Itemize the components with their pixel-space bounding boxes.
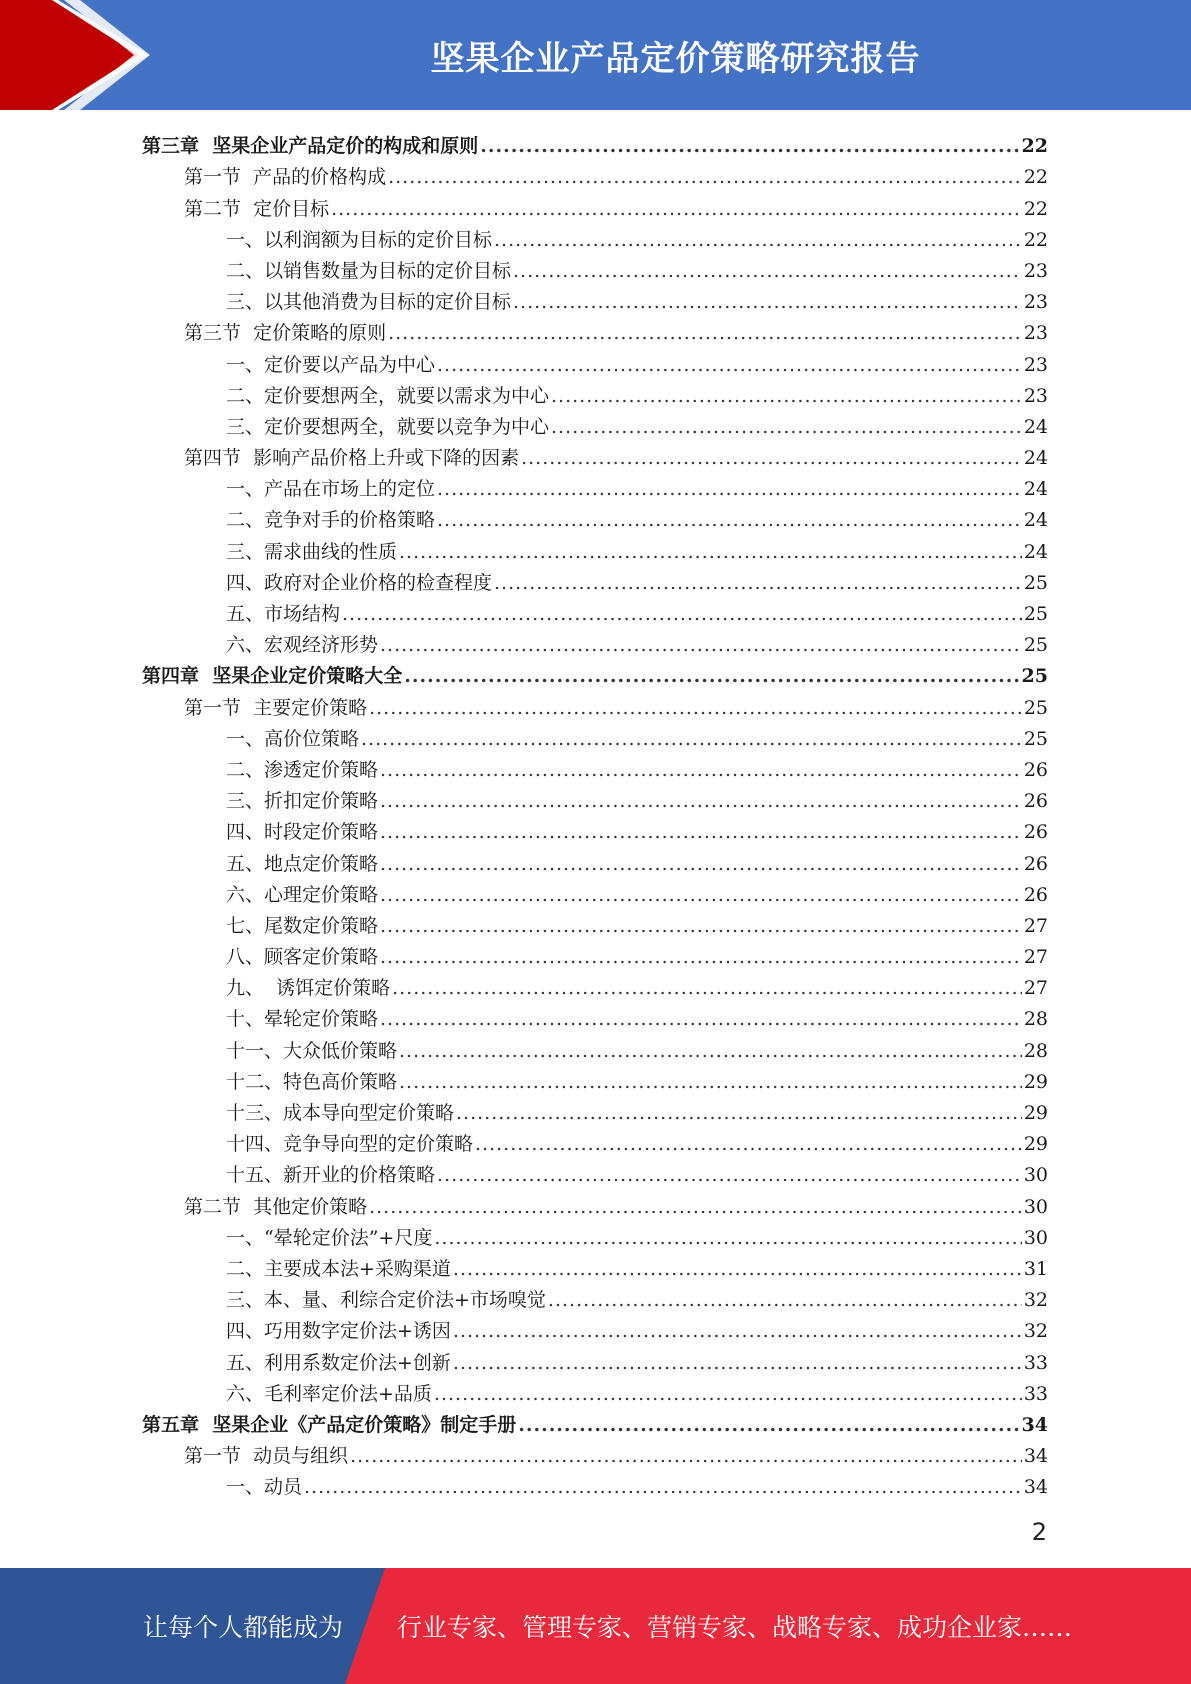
- toc-entry[interactable]: [142, 408, 1048, 439]
- toc-entry-page: 34: [1021, 1413, 1048, 1436]
- toc-entry-title: 一、动员: [226, 1476, 303, 1499]
- toc-entry[interactable]: [142, 1219, 1048, 1250]
- toc-dot-leader: [513, 259, 1022, 283]
- toc-entry-page: 24: [1023, 447, 1048, 470]
- toc-entry-title: 三、需求曲线的性质: [226, 540, 398, 563]
- toc-dot-leader: [399, 1039, 1022, 1063]
- toc-dot-leader: [380, 789, 1022, 813]
- toc-entry-title: 第三章 坚果企业产品定价的构成和原则: [142, 135, 479, 158]
- toc-entry-page: 25: [1021, 665, 1048, 688]
- toc-entry[interactable]: [142, 657, 1048, 688]
- toc-dot-leader: [548, 1288, 1022, 1312]
- toc-entry-title: 一、产品在市场上的定位: [226, 478, 436, 501]
- toc-entry-page: 33: [1023, 1382, 1048, 1405]
- toc-entry-title: 第二节 定价目标: [184, 197, 330, 220]
- toc-entry-page: 30: [1023, 1164, 1048, 1187]
- page-footer: [0, 1568, 1191, 1684]
- toc-entry-page: 33: [1023, 1351, 1048, 1374]
- toc-entry-title: 八、顾客定价策略: [226, 946, 379, 969]
- toc-entry-title: 三、以其他消费为目标的定价目标: [226, 291, 512, 314]
- toc-entry[interactable]: [142, 782, 1048, 813]
- toc-dot-leader: [494, 228, 1022, 252]
- toc-entry-page: 25: [1023, 696, 1048, 719]
- toc-entry-page: 34: [1023, 1445, 1048, 1468]
- toc-entry-page: 24: [1023, 540, 1048, 563]
- toc-entry-title: 九、 诱饵定价策略: [226, 977, 391, 1000]
- toc-entry-title: 第一节 产品的价格构成: [184, 166, 387, 189]
- toc-entry[interactable]: [142, 595, 1048, 626]
- toc-dot-leader: [551, 415, 1022, 439]
- toc-entry[interactable]: [142, 1406, 1048, 1437]
- toc-entry[interactable]: [142, 907, 1048, 938]
- toc-entry[interactable]: [142, 1250, 1048, 1281]
- toc-dot-leader: [304, 1475, 1022, 1499]
- toc-entry-title: 十四、竞争导向型的定价策略: [226, 1133, 474, 1156]
- toc-entry-page: 26: [1023, 758, 1048, 781]
- toc-entry-page: 22: [1021, 135, 1048, 158]
- toc-entry-page: 25: [1023, 571, 1048, 594]
- toc-entry-title: 十五、新开业的价格策略: [226, 1164, 436, 1187]
- toc-entry-page: 31: [1023, 1257, 1048, 1280]
- toc-dot-leader: [392, 976, 1022, 1000]
- toc-entry[interactable]: [142, 252, 1048, 283]
- toc-entry-page: 27: [1023, 977, 1048, 1000]
- toc-entry-page: 25: [1023, 727, 1048, 750]
- toc-dot-leader: [388, 165, 1022, 189]
- toc-entry[interactable]: [142, 127, 1048, 158]
- toc-dot-leader: [453, 1351, 1022, 1375]
- toc-entry-page: 27: [1023, 946, 1048, 969]
- toc-entry-title: 三、折扣定价策略: [226, 790, 379, 813]
- toc-entry[interactable]: [142, 564, 1048, 595]
- toc-entry-page: 25: [1023, 634, 1048, 657]
- toc-entry-page: 25: [1023, 603, 1048, 625]
- toc-entry-title: 第三节 定价策略的原则: [184, 322, 387, 345]
- toc-entry[interactable]: [142, 1468, 1048, 1499]
- toc-dot-leader: [388, 321, 1022, 345]
- toc-dot-leader: [369, 696, 1022, 720]
- toc-entry[interactable]: [142, 470, 1048, 501]
- toc-entry-page: 29: [1023, 1070, 1048, 1093]
- toc-dot-leader: [369, 1195, 1022, 1219]
- toc-entry-title: 二、渗透定价策略: [226, 758, 379, 781]
- toc-entry-title: 五、地点定价策略: [226, 852, 379, 875]
- toc-entry[interactable]: [142, 189, 1048, 220]
- toc-entry-page: 32: [1023, 1289, 1048, 1312]
- toc-dot-leader: [480, 134, 1019, 158]
- toc-entry-title: 第一节 主要定价策略: [184, 696, 368, 719]
- toc-entry-title: 二、以销售数量为目标的定价目标: [226, 259, 512, 282]
- toc-entry[interactable]: [142, 688, 1048, 719]
- toc-entry[interactable]: [142, 751, 1048, 782]
- toc-dot-leader: [437, 1163, 1022, 1187]
- toc-dot-leader: [331, 197, 1022, 221]
- toc-entry[interactable]: [142, 1437, 1048, 1468]
- toc-entry-page: 32: [1023, 1320, 1048, 1343]
- toc-entry-page: 27: [1023, 914, 1048, 937]
- toc-entry[interactable]: [142, 1312, 1048, 1343]
- toc-entry-title: 二、定价要想两全，就要以需求为中心: [226, 384, 550, 407]
- toc-entry[interactable]: [142, 377, 1048, 408]
- toc-entry-title: 四、巧用数字定价法+诱因: [226, 1320, 451, 1343]
- toc-entry[interactable]: [142, 158, 1048, 189]
- toc-entry-page: 26: [1023, 790, 1048, 813]
- toc-entry-page: 22: [1023, 197, 1048, 220]
- toc-entry[interactable]: [142, 1375, 1048, 1406]
- toc-entry-page: 29: [1023, 1102, 1048, 1124]
- toc-entry-page: 26: [1023, 821, 1048, 844]
- toc-dot-leader: [437, 508, 1022, 532]
- toc-entry-page: 23: [1023, 353, 1048, 376]
- toc-dot-leader: [399, 1070, 1022, 1094]
- toc-dot-leader: [453, 1319, 1022, 1343]
- page-header: [0, 0, 1191, 110]
- toc-dot-leader: [380, 914, 1022, 938]
- toc-entry[interactable]: [142, 1000, 1048, 1031]
- toc-dot-leader: [380, 758, 1022, 782]
- toc-entry[interactable]: [142, 720, 1048, 751]
- toc-entry-page: 22: [1023, 166, 1048, 189]
- toc-entry-title: 第五章 坚果企业《产品定价策略》制定手册: [142, 1413, 517, 1436]
- toc-entry-title: 第四节 影响产品价格上升或下降的因素: [184, 447, 520, 470]
- footer-slogan-lead: 让每个人都能成为: [143, 1613, 344, 1642]
- toc-entry-title: 第四章 坚果企业定价策略大全: [142, 665, 403, 688]
- toc-entry[interactable]: [142, 1187, 1048, 1218]
- toc-dot-leader: [475, 1132, 1022, 1156]
- toc-dot-leader: [518, 1413, 1019, 1437]
- toc-entry[interactable]: [142, 314, 1048, 345]
- toc-entry-title: 十、晕轮定价策略: [226, 1008, 379, 1031]
- toc-entry[interactable]: [142, 626, 1048, 657]
- toc-dot-leader: [380, 852, 1022, 876]
- toc-entry-title: 一、定价要以产品为中心: [226, 353, 436, 376]
- toc-entry[interactable]: [142, 1281, 1048, 1312]
- toc-entry[interactable]: [142, 1125, 1048, 1156]
- toc-entry-title: 七、尾数定价策略: [226, 914, 379, 937]
- toc-entry[interactable]: [142, 876, 1048, 907]
- toc-entry[interactable]: [142, 1094, 1048, 1125]
- toc-entry[interactable]: [142, 938, 1048, 969]
- footer-slogan-roles: 行业专家、管理专家、营销专家、战略专家、成功企业家……: [397, 1613, 1073, 1642]
- toc-entry[interactable]: [142, 1031, 1048, 1062]
- table-of-contents: [142, 127, 1048, 1499]
- toc-entry-title: 第二节 其他定价策略: [184, 1195, 368, 1218]
- toc-entry-page: 23: [1023, 322, 1048, 345]
- toc-dot-leader: [361, 727, 1022, 751]
- toc-entry-page: 23: [1023, 291, 1048, 314]
- toc-entry-title: 六、心理定价策略: [226, 883, 379, 906]
- toc-dot-leader: [380, 945, 1022, 969]
- toc-entry-page: 24: [1023, 415, 1048, 438]
- toc-entry-title: 五、市场结构: [226, 603, 341, 625]
- toc-entry-page: 26: [1023, 852, 1048, 875]
- toc-entry-page: 28: [1023, 1008, 1048, 1031]
- toc-dot-leader: [380, 1007, 1022, 1031]
- toc-entry-title: 十三、成本导向型定价策略: [226, 1102, 455, 1124]
- toc-entry-page: 24: [1023, 478, 1048, 501]
- toc-entry-title: 三、定价要想两全，就要以竞争为中心: [226, 415, 550, 438]
- toc-dot-leader: [380, 883, 1022, 907]
- toc-dot-leader: [521, 446, 1022, 470]
- toc-entry[interactable]: [142, 221, 1048, 252]
- toc-dot-leader: [434, 1226, 1021, 1250]
- toc-entry-title: 六、宏观经济形势: [226, 634, 379, 657]
- toc-dot-leader: [399, 540, 1022, 564]
- toc-entry-title: 二、主要成本法+采购渠道: [226, 1257, 451, 1280]
- toc-dot-leader: [342, 602, 1022, 626]
- report-title: 坚果企业产品定价策略研究报告: [430, 38, 921, 79]
- toc-dot-leader: [551, 384, 1022, 408]
- toc-entry-title: 一、高价位策略: [226, 727, 360, 750]
- toc-dot-leader: [434, 1382, 1022, 1406]
- toc-entry-page: 23: [1023, 259, 1048, 282]
- toc-dot-leader: [494, 571, 1022, 595]
- toc-entry-title: 一、“晕轮定价法”+尺度: [226, 1226, 433, 1249]
- toc-dot-leader: [456, 1101, 1022, 1125]
- toc-entry[interactable]: [142, 1063, 1048, 1094]
- toc-entry-page: 23: [1023, 384, 1048, 407]
- toc-entry-title: 六、毛利率定价法+品质: [226, 1382, 432, 1405]
- toc-entry[interactable]: [142, 345, 1048, 376]
- toc-dot-leader: [380, 820, 1022, 844]
- toc-entry-title: 三、本、量、利综合定价法+市场嗅觉: [226, 1289, 546, 1312]
- toc-entry-page: 22: [1023, 228, 1048, 251]
- toc-dot-leader: [380, 633, 1022, 657]
- toc-dot-leader: [453, 1257, 1022, 1281]
- toc-entry-page: 26: [1023, 883, 1048, 906]
- page-number: 2: [1031, 1518, 1047, 1546]
- toc-entry-title: 一、以利润额为目标的定价目标: [226, 228, 493, 251]
- toc-entry-title: 五、利用系数定价法+创新: [226, 1351, 451, 1374]
- toc-entry-page: 24: [1023, 509, 1048, 532]
- toc-entry-page: 34: [1023, 1476, 1048, 1499]
- toc-dot-leader: [437, 477, 1022, 501]
- toc-entry-page: 28: [1023, 1039, 1048, 1062]
- red-chevron-decoration: [0, 0, 160, 110]
- toc-entry[interactable]: [142, 1156, 1048, 1187]
- toc-entry-title: 四、时段定价策略: [226, 821, 379, 844]
- toc-entry[interactable]: [142, 501, 1048, 532]
- toc-dot-leader: [437, 353, 1022, 377]
- toc-entry-title: 四、政府对企业价格的检查程度: [226, 571, 493, 594]
- toc-entry-title: 第一节 动员与组织: [184, 1445, 349, 1468]
- toc-entry-title: 十一、大众低价策略: [226, 1039, 398, 1062]
- toc-entry-title: 二、竞争对手的价格策略: [226, 509, 436, 532]
- toc-entry[interactable]: [142, 969, 1048, 1000]
- toc-entry[interactable]: [142, 813, 1048, 844]
- toc-dot-leader: [350, 1444, 1022, 1468]
- toc-entry-page: 29: [1023, 1133, 1048, 1156]
- toc-entry[interactable]: [142, 439, 1048, 470]
- toc-entry[interactable]: [142, 844, 1048, 875]
- toc-entry-page: 30: [1023, 1226, 1048, 1249]
- toc-entry[interactable]: [142, 1343, 1048, 1374]
- toc-entry[interactable]: [142, 283, 1048, 314]
- toc-dot-leader: [513, 290, 1022, 314]
- toc-entry[interactable]: [142, 532, 1048, 563]
- toc-entry-page: 30: [1023, 1195, 1048, 1218]
- toc-dot-leader: [404, 664, 1019, 688]
- toc-entry-title: 十二、特色高价策略: [226, 1070, 398, 1093]
